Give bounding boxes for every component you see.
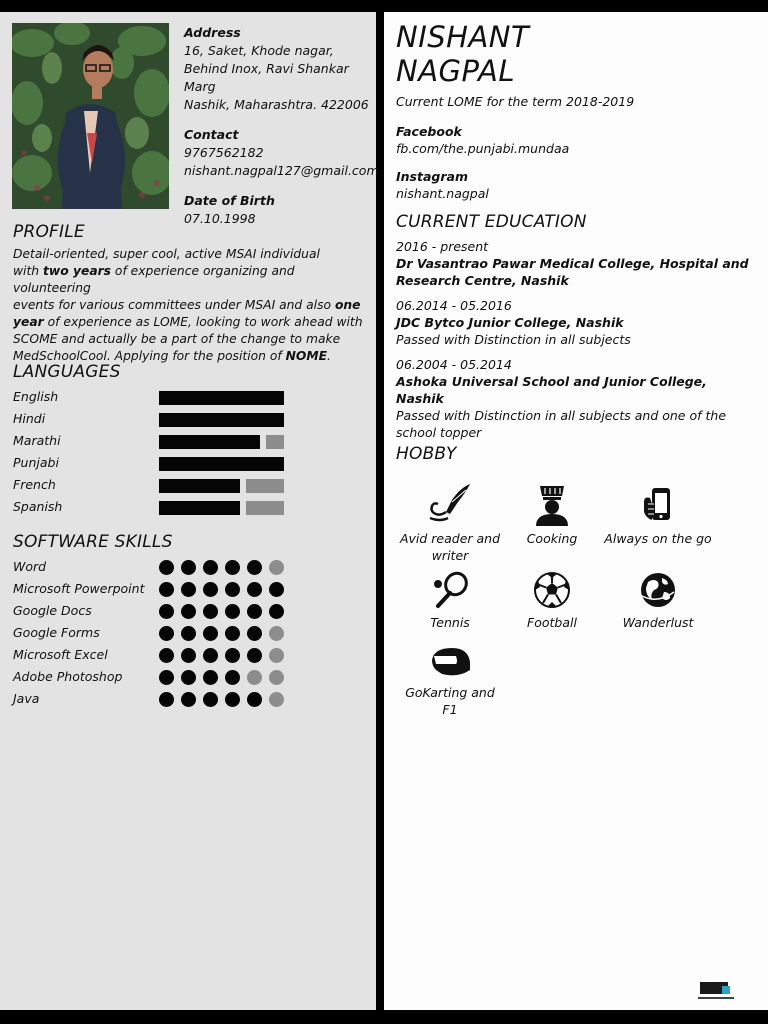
language-row xyxy=(13,408,293,430)
hobby-item xyxy=(396,570,504,631)
language-name: English xyxy=(13,389,59,404)
rating-dot-filled xyxy=(247,648,262,663)
language-level-bar xyxy=(159,413,284,427)
rating-dot-filled xyxy=(247,692,262,707)
software-name: Adobe Photoshop xyxy=(13,669,123,684)
language-level-bar xyxy=(159,435,260,449)
rating-dot-filled xyxy=(203,692,218,707)
rating-dot-filled xyxy=(203,670,218,685)
address-line: Behind Inox, Ravi Shankar Marg xyxy=(184,61,349,94)
rating-dot-filled xyxy=(159,582,174,597)
rating-dot-empty xyxy=(269,670,284,685)
rating-dot-filled xyxy=(203,626,218,641)
facebook-handle: fb.com/the.punjabi.mundaa xyxy=(396,141,570,156)
education-title: CURRENT EDUCATION xyxy=(396,212,587,232)
rating-dot-filled xyxy=(225,604,240,619)
rating-dot-filled xyxy=(269,604,284,619)
education-school: Dr Vasantrao Pawar Medical College, Hospital and Research Centre, Nashik xyxy=(396,256,749,288)
right-column xyxy=(384,12,768,1010)
hobby-label: Avid reader and writer xyxy=(399,531,501,563)
software-row xyxy=(13,622,303,644)
instagram-label: Instagram xyxy=(396,169,468,184)
rating-dot-empty xyxy=(269,560,284,575)
rating-dot-filled xyxy=(225,560,240,575)
hobby-label: Tennis xyxy=(430,615,470,630)
hobby-item xyxy=(604,482,712,547)
hobby-title: HOBBY xyxy=(396,444,457,464)
rating-dot-empty xyxy=(269,648,284,663)
football-icon xyxy=(532,570,572,610)
contact-block xyxy=(184,24,379,228)
software-list xyxy=(13,556,303,710)
subtitle: Current LOME for the term 2018-2019 xyxy=(396,94,635,109)
software-name: Google Forms xyxy=(13,625,100,640)
software-skills-section xyxy=(13,532,303,710)
profile-title: PROFILE xyxy=(13,222,85,242)
dob-label: Date of Birth xyxy=(184,193,275,208)
tennis-icon xyxy=(428,570,472,610)
rating-dot-filled xyxy=(159,692,174,707)
education-item xyxy=(396,356,756,441)
education-section xyxy=(396,212,756,449)
first-name: NISHANT xyxy=(396,20,530,54)
software-row xyxy=(13,666,303,688)
left-column xyxy=(0,12,379,1010)
rating-dot-filled xyxy=(225,692,240,707)
rating-dot-filled xyxy=(181,670,196,685)
helmet-icon xyxy=(428,644,472,680)
software-row xyxy=(13,644,303,666)
hobby-item xyxy=(498,482,606,547)
software-row xyxy=(13,600,303,622)
software-row xyxy=(13,556,303,578)
language-row xyxy=(13,452,293,474)
hobby-label: Always on the go xyxy=(604,531,712,546)
dob-value: 07.10.1998 xyxy=(184,211,256,226)
software-name: Google Docs xyxy=(13,603,92,618)
languages-list xyxy=(13,386,293,518)
education-dates: 06.2014 - 05.2016 xyxy=(396,298,512,313)
rating-dot-filled xyxy=(203,648,218,663)
full-name xyxy=(396,20,756,88)
profile-section xyxy=(13,222,363,365)
hobby-label: GoKarting and F1 xyxy=(405,685,495,717)
phone-in-hand-icon xyxy=(638,482,678,526)
language-empty-bar xyxy=(266,435,284,449)
education-dates: 06.2004 - 05.2014 xyxy=(396,357,512,372)
software-name: Word xyxy=(13,559,47,574)
language-row xyxy=(13,386,293,408)
facebook-label: Facebook xyxy=(396,124,462,139)
rating-dot-filled xyxy=(181,692,196,707)
rating-dot-empty xyxy=(269,692,284,707)
phone-number: 9767562182 xyxy=(184,145,264,160)
quill-icon xyxy=(426,482,474,526)
rating-dot-filled xyxy=(159,670,174,685)
profile-text: Detail-oriented, super cool, active MSAI individual with two years of experience organizing and volunteering events for various committees under MSAI and also one year of experience as LOME, looking to work ahead with SCOME and actually be a part of the change to make MedSchoolCool. Applying for the position of NOME. xyxy=(13,247,363,363)
rating-dot-filled xyxy=(225,582,240,597)
education-item xyxy=(396,238,756,289)
language-row xyxy=(13,430,293,452)
language-name: Spanish xyxy=(13,499,63,514)
hobby-section xyxy=(396,444,756,717)
education-dates: 2016 - present xyxy=(396,239,489,254)
rating-dot-filled xyxy=(225,626,240,641)
craft-cv-logo xyxy=(692,980,740,1002)
profile-photo xyxy=(12,23,169,209)
languages-title: LANGUAGES xyxy=(13,362,121,382)
languages-section xyxy=(13,362,293,518)
name-block xyxy=(396,20,756,202)
globe-icon xyxy=(638,570,678,610)
software-name: Microsoft Powerpoint xyxy=(13,581,145,596)
rating-dot-filled xyxy=(159,560,174,575)
software-name: Microsoft Excel xyxy=(13,647,108,662)
address-line: Nashik, Maharashtra. 422006 xyxy=(184,97,369,112)
hobby-label: Cooking xyxy=(526,531,578,546)
rating-dot-empty xyxy=(247,670,262,685)
rating-dot-filled xyxy=(203,604,218,619)
language-level-bar xyxy=(159,479,240,493)
hobby-label: Wanderlust xyxy=(622,615,694,630)
rating-dot-filled xyxy=(181,648,196,663)
rating-dot-filled xyxy=(225,648,240,663)
rating-dot-filled xyxy=(269,582,284,597)
address-line: 16, Saket, Khode nagar, xyxy=(184,43,334,58)
language-name: French xyxy=(13,477,56,492)
rating-dot-filled xyxy=(247,560,262,575)
rating-dot-filled xyxy=(247,604,262,619)
email-address: nishant.nagpal127@gmail.com xyxy=(184,163,379,178)
language-level-bar xyxy=(159,391,284,405)
hobby-label: Football xyxy=(527,615,577,630)
rating-dot-filled xyxy=(247,582,262,597)
language-level-bar xyxy=(159,501,240,515)
software-title: SOFTWARE SKILLS xyxy=(13,532,173,552)
language-empty-bar xyxy=(246,501,284,515)
language-row xyxy=(13,496,293,518)
language-name: Marathi xyxy=(13,433,61,448)
rating-dot-empty xyxy=(269,626,284,641)
education-note: Passed with Distinction in all subjects and one of the school topper xyxy=(396,408,727,440)
software-row xyxy=(13,688,303,710)
address-label: Address xyxy=(184,25,241,40)
education-item xyxy=(396,297,756,348)
education-school: JDC Bytco Junior College, Nashik xyxy=(396,315,624,330)
language-level-bar xyxy=(159,457,284,471)
language-row xyxy=(13,474,293,496)
last-name: NAGPAL xyxy=(396,54,516,88)
rating-dot-filled xyxy=(181,582,196,597)
language-empty-bar xyxy=(246,479,284,493)
rating-dot-filled xyxy=(159,604,174,619)
hobby-item xyxy=(498,570,606,631)
rating-dot-filled xyxy=(181,626,196,641)
rating-dot-filled xyxy=(181,560,196,575)
rating-dot-filled xyxy=(203,560,218,575)
language-name: Punjabi xyxy=(13,455,59,470)
instagram-handle: nishant.nagpal xyxy=(396,186,489,201)
chef-icon xyxy=(532,482,572,526)
rating-dot-filled xyxy=(225,670,240,685)
contact-label: Contact xyxy=(184,127,239,142)
rating-dot-filled xyxy=(247,626,262,641)
education-note: Passed with Distinction in all subjects xyxy=(396,332,631,347)
language-name: Hindi xyxy=(13,411,46,426)
hobby-item xyxy=(396,482,504,564)
education-school: Ashoka Universal School and Junior College, Nashik xyxy=(396,374,707,406)
rating-dot-filled xyxy=(181,604,196,619)
rating-dot-filled xyxy=(159,626,174,641)
software-name: Java xyxy=(13,691,40,706)
rating-dot-filled xyxy=(159,648,174,663)
rating-dot-filled xyxy=(203,582,218,597)
hobby-item xyxy=(604,570,712,631)
software-row xyxy=(13,578,303,600)
hobby-item xyxy=(396,644,504,718)
